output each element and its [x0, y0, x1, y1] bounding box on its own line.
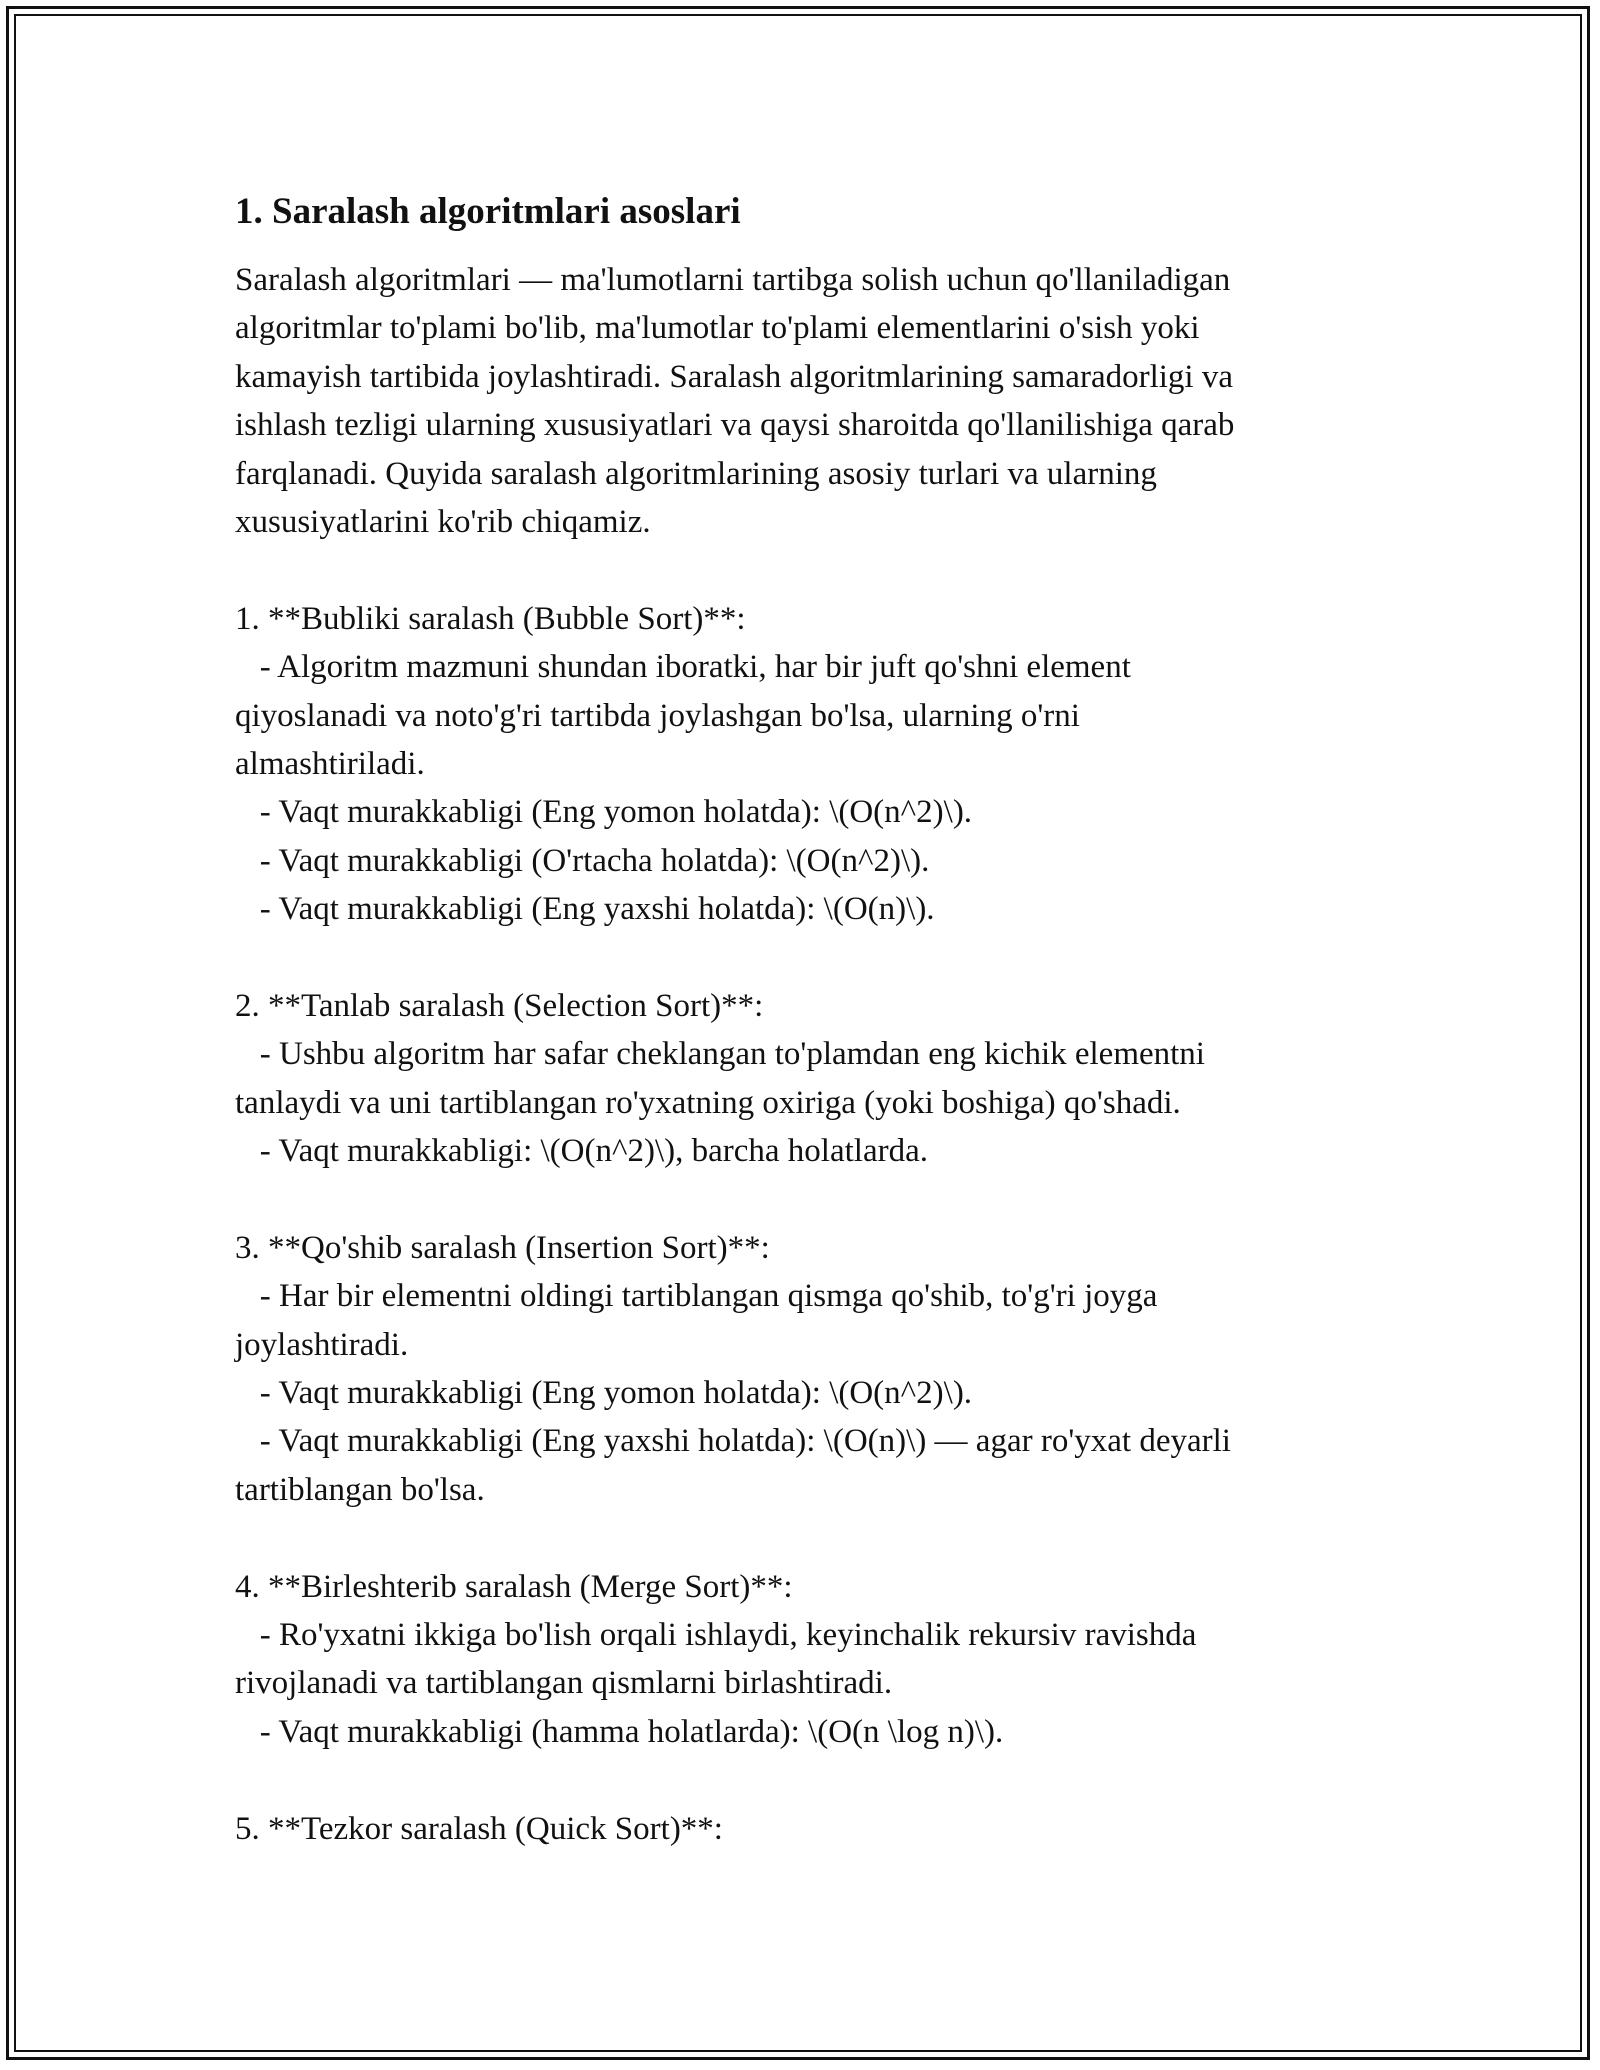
spacer	[235, 1514, 1375, 1562]
section-line: - Har bir elementni oldingi tartiblangan qismga qo'shib, to'g'ri joyga	[235, 1278, 1158, 1315]
intro-line: algoritmlar to'plami bo'lib, ma'lumotlar to'plami elementlarini o'sish yoki	[235, 310, 1200, 347]
section-line: - Vaqt murakkabligi (Eng yaxshi holatda): \(O(n)\) — agar ro'yxat deyarli	[235, 1423, 1231, 1460]
section-line: almashtiriladi.	[235, 745, 425, 782]
spacer	[235, 933, 1375, 981]
section-line: - Vaqt murakkabligi (Eng yomon holatda): \(O(n^2)\).	[235, 794, 973, 831]
document-title: 1. Saralash algoritmlari asoslari	[235, 191, 741, 232]
section-merge-sort	[235, 1563, 1375, 1757]
section-heading: 2. **Tanlab saralash (Selection Sort)**:	[235, 987, 764, 1024]
section-heading: 4. **Birleshterib saralash (Merge Sort)**:	[235, 1568, 793, 1605]
section-line: - Vaqt murakkabligi (Eng yomon holatda): \(O(n^2)\).	[235, 1374, 973, 1411]
intro-line: xususiyatlarini ko'rib chiqamiz.	[235, 503, 651, 540]
section-line: joylashtiradi.	[235, 1326, 409, 1363]
intro-line: farqlanadi. Quyida saralash algoritmlarining asosiy turlari va ularning	[235, 455, 1157, 492]
section-line: - Vaqt murakkabligi (Eng yaxshi holatda): \(O(n)\).	[235, 891, 935, 928]
intro-line: ishlash tezligi ularning xususiyatlari va qaysi sharoitda qo'llanilishiga qarab	[235, 407, 1235, 444]
section-heading: 1. **Bubliki saralash (Bubble Sort)**:	[235, 600, 746, 637]
intro-line: Saralash algoritmlari — ma'lumotlarni tartibga solish uchun qo'llaniladigan	[235, 262, 1231, 298]
section-line: qiyoslanadi va noto'g'ri tartibda joylashgan bo'lsa, ularning o'rni	[235, 697, 1080, 734]
section-line: rivojlanadi va tartiblangan qismlarni birlashtiradi.	[235, 1665, 893, 1702]
section-quick-sort	[235, 1805, 1375, 1853]
intro-paragraph	[235, 256, 1375, 546]
section-selection-sort	[235, 982, 1375, 1176]
section-line: tartiblangan bo'lsa.	[235, 1471, 485, 1508]
section-line: - Vaqt murakkabligi (hamma holatlarda): \(O(n \log n)\).	[235, 1713, 1004, 1750]
section-heading: 3. **Qo'shib saralash (Insertion Sort)**:	[235, 1229, 770, 1266]
section-bubble-sort	[235, 595, 1375, 934]
section-line: - Algoritm mazmuni shundan iboratki, har bir juft qo'shni element	[235, 649, 1131, 686]
spacer	[235, 1756, 1375, 1804]
spacer	[235, 1175, 1375, 1223]
section-line: - Ushbu algoritm har safar cheklangan to'plamdan eng kichik elementni	[235, 1036, 1205, 1073]
section-heading: 5. **Tezkor saralash (Quick Sort)**:	[235, 1810, 723, 1847]
section-line: - Vaqt murakkabligi (O'rtacha holatda): \(O(n^2)\).	[235, 842, 930, 879]
section-line: - Vaqt murakkabligi: \(O(n^2)\), barcha holatlarda.	[235, 1133, 928, 1170]
intro-line: kamayish tartibida joylashtiradi. Saralash algoritmlarining samaradorligi va	[235, 358, 1233, 395]
document-body	[235, 188, 1375, 1853]
section-line: tanlaydi va uni tartiblangan ro'yxatning oxiriga (yoki boshiga) qo'shadi.	[235, 1084, 1181, 1121]
section-line: - Ro'yxatni ikkiga bo'lish orqali ishlaydi, keyinchalik rekursiv ravishda	[235, 1616, 1197, 1653]
spacer	[235, 546, 1375, 594]
section-insertion-sort	[235, 1224, 1375, 1514]
